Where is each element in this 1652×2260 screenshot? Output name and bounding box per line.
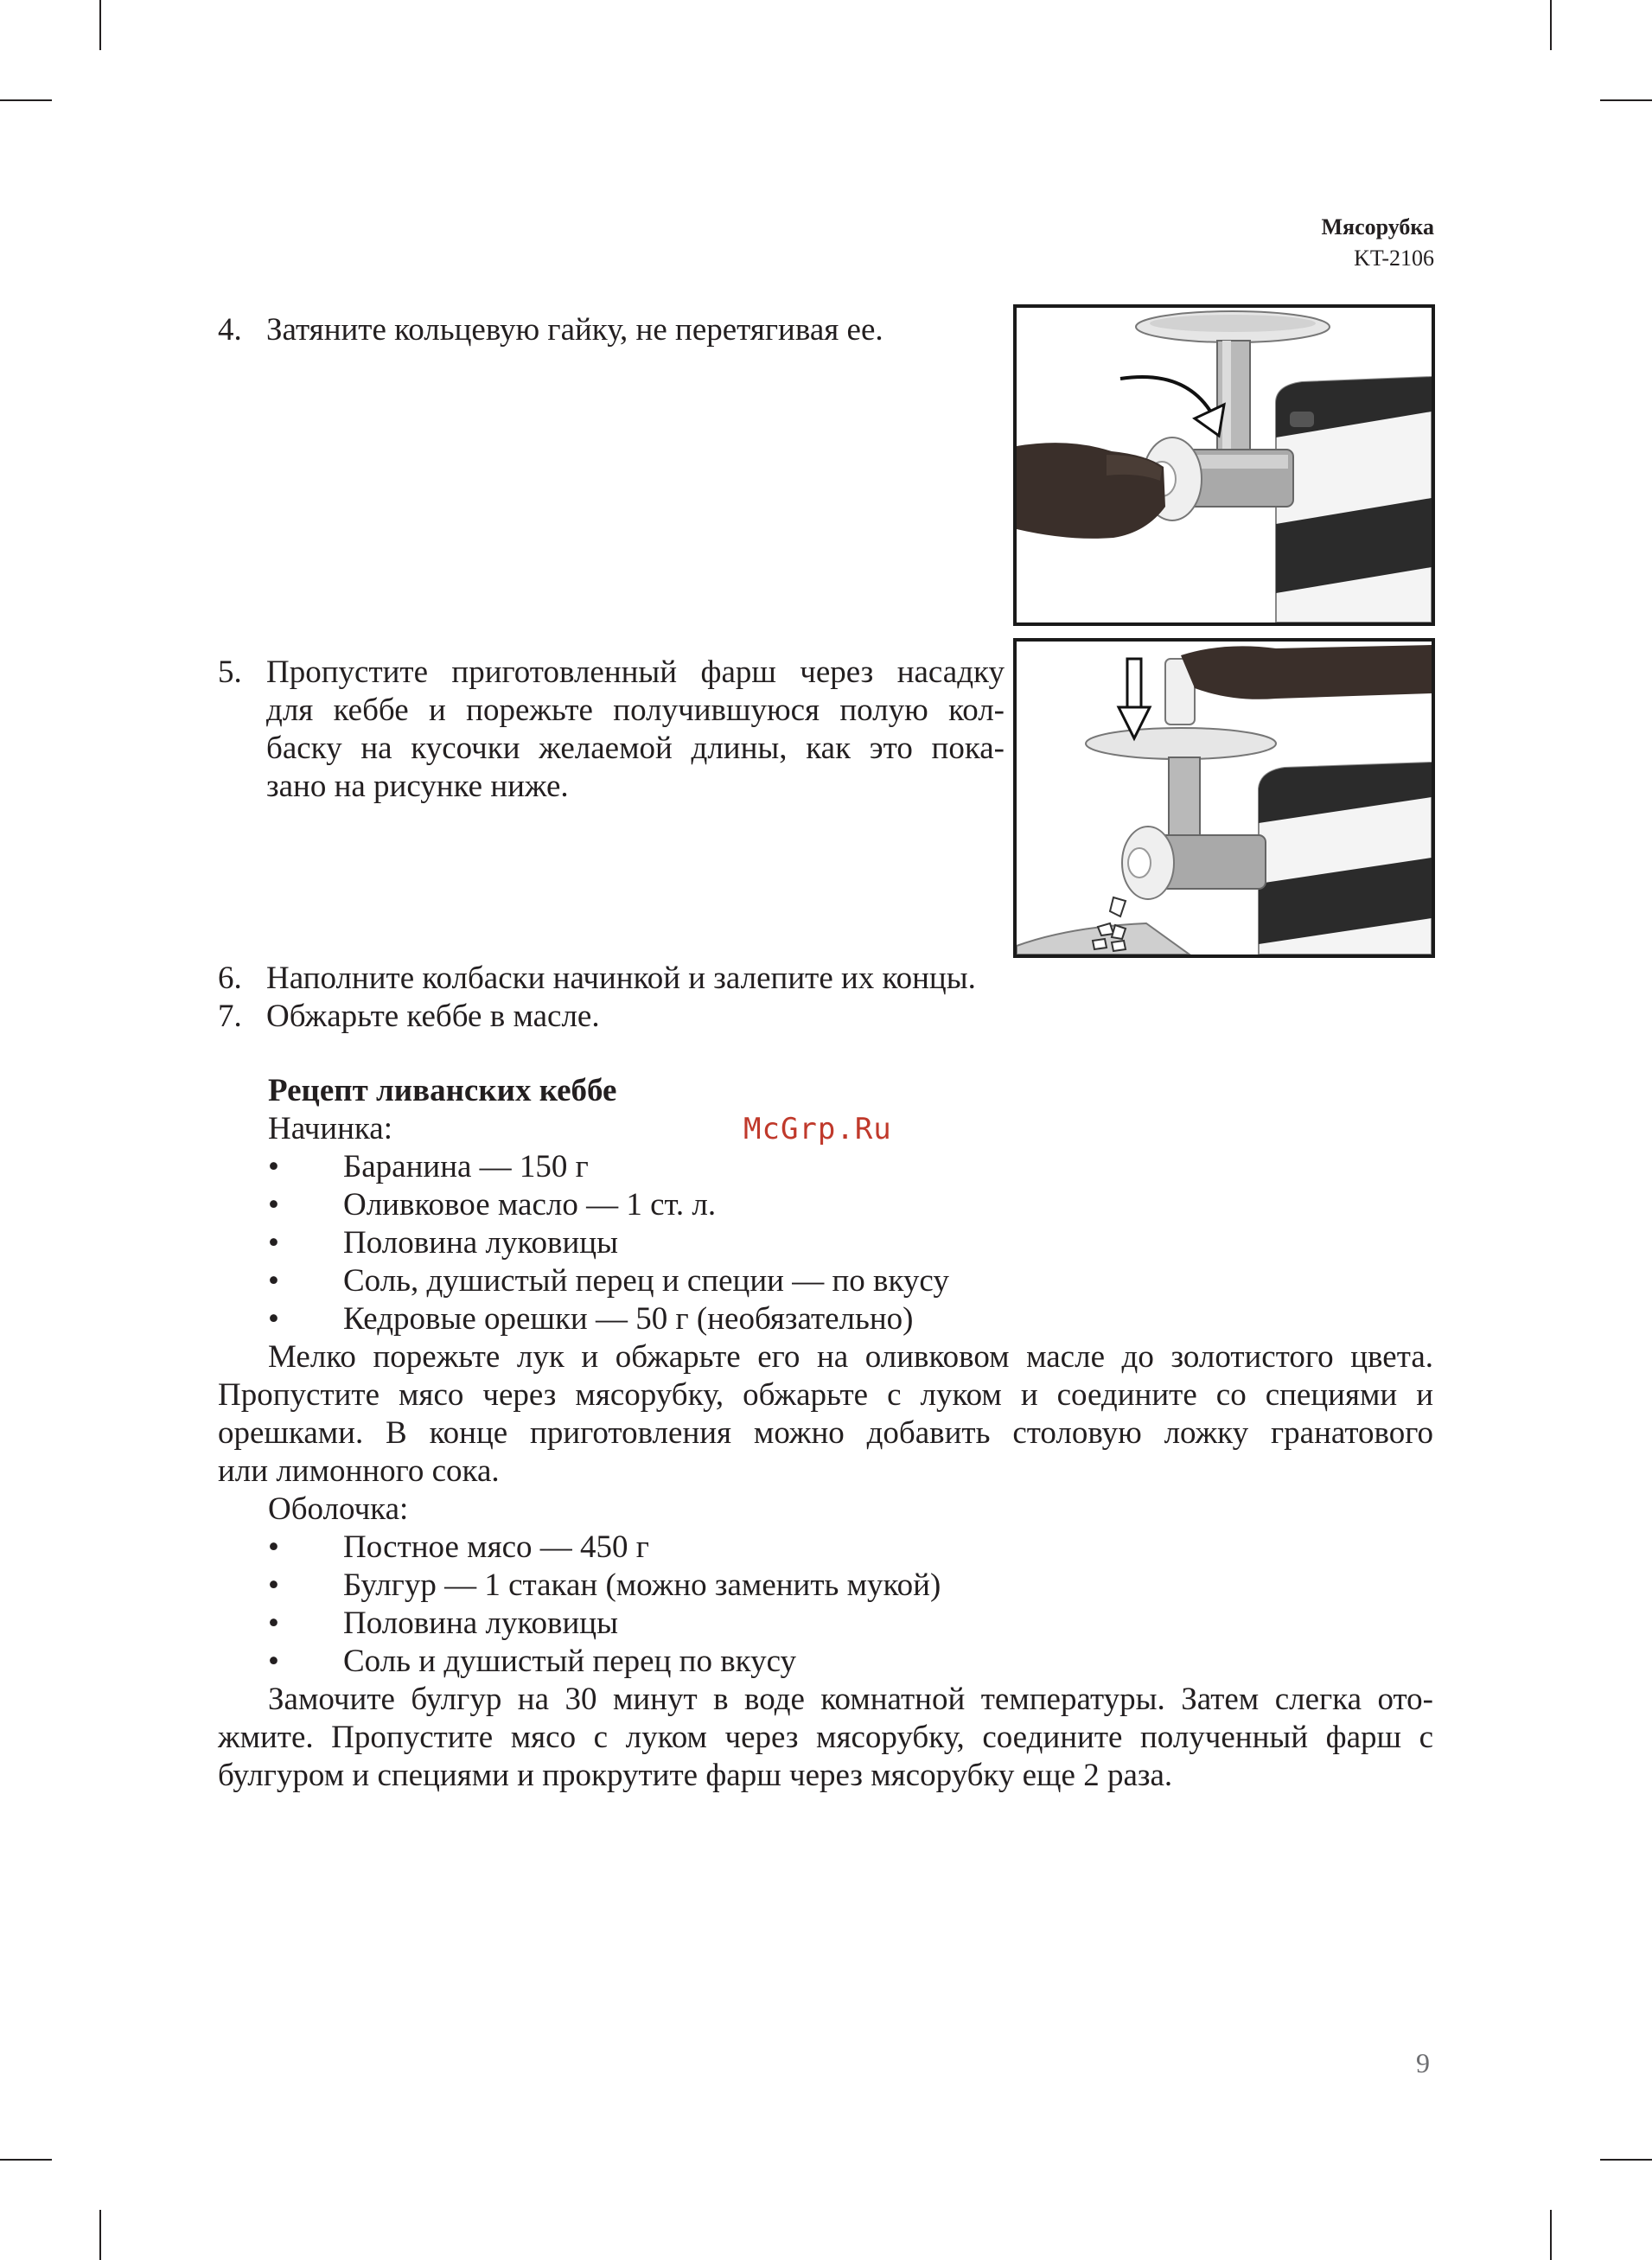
paragraph-line: жмите. Пропустите мясо с луком через мясорубку, соедините полученный фарш с [218, 1720, 1433, 1755]
crop-mark [1600, 2159, 1652, 2161]
crop-mark [1600, 99, 1652, 101]
paragraph-line: или лимонного сока. [218, 1453, 500, 1489]
shell-instructions [218, 1681, 1433, 1795]
step-5 [218, 654, 1005, 806]
step-text-line: баску на кусочки желаемой длины, как это пока- [266, 731, 1005, 766]
crop-mark [99, 2210, 101, 2260]
step-text-line: для кеббе и порежьте получившуюся полую кол- [266, 693, 1005, 728]
crop-mark [0, 99, 52, 101]
list-item-text: Соль и душистый перец по вкусу [343, 1644, 797, 1679]
shell-list [268, 1529, 941, 1681]
header-model: KT-2106 [1354, 246, 1434, 271]
filling-list [268, 1148, 949, 1338]
bullet: • [268, 1149, 279, 1184]
crop-mark [99, 0, 101, 50]
bullet: • [268, 1225, 279, 1261]
paragraph-line: Замочите булгур на 30 минут в воде комнатной температуры. Затем слегка ото- [268, 1682, 1433, 1717]
header-title: Мясорубка [1321, 214, 1434, 239]
list-item-text: Соль, душистый перец и специи — по вкусу [343, 1263, 949, 1299]
paragraph-line: Мелко порежьте лук и обжарьте его на оливковом масле до золотистого цвета. [268, 1339, 1433, 1375]
list-item [268, 1605, 941, 1643]
step-number: 5. [218, 654, 242, 690]
step-text [266, 654, 1005, 806]
bullet: • [268, 1529, 279, 1565]
list-item [268, 1224, 949, 1262]
crop-mark [1550, 2210, 1552, 2260]
step-number: 6. [218, 961, 242, 996]
step-7 [218, 998, 1082, 1036]
list-item [268, 1262, 949, 1300]
list-item-text: Половина луковицы [343, 1606, 618, 1641]
list-item-text: Половина луковицы [343, 1225, 618, 1261]
step-4 [218, 311, 996, 349]
step-text: Затяните кольцевую гайку, не перетягивая ее. [266, 312, 883, 348]
step-number: 4. [218, 312, 242, 348]
bullet: • [268, 1301, 279, 1337]
step-6 [218, 960, 1082, 998]
illustration-kebbe-attachment [1013, 638, 1435, 958]
list-item [268, 1567, 941, 1605]
meat-grinder-illustration [1017, 642, 1432, 954]
list-item-text: Булгур — 1 стакан (можно заменить мукой) [343, 1567, 941, 1603]
list-item-text: Баранина — 150 г [343, 1149, 589, 1184]
filling-instructions [218, 1338, 1433, 1491]
bullet: • [268, 1606, 279, 1641]
bullet: • [268, 1187, 279, 1223]
step-text-line: Пропустите приготовленный фарш через насадку [266, 654, 1005, 690]
list-item [268, 1529, 941, 1567]
illustration-ring-nut [1013, 304, 1435, 626]
list-item-text: Кедровые орешки — 50 г (необязательно) [343, 1301, 914, 1337]
step-text: Наполните колбаски начинкой и залепите их концы. [266, 961, 976, 996]
list-item [268, 1186, 949, 1224]
bullet: • [268, 1263, 279, 1299]
crop-mark [1550, 0, 1552, 50]
recipe-title: Рецепт ливанских кеббе [268, 1073, 617, 1108]
crop-mark [0, 2159, 52, 2161]
page-number: 9 [1416, 2047, 1430, 2078]
step-number: 7. [218, 999, 242, 1034]
meat-grinder-illustration [1017, 308, 1432, 622]
paragraph-line: орешками. В конце приготовления можно добавить столовую ложку гранатового [218, 1415, 1433, 1451]
step-text: Обжарьте кеббе в масле. [266, 999, 600, 1034]
step-text-line: зано на рисунке ниже. [266, 769, 569, 804]
list-item [268, 1300, 949, 1338]
shell-label: Оболочка: [268, 1491, 409, 1527]
bullet: • [268, 1644, 279, 1679]
bullet: • [268, 1567, 279, 1603]
paragraph-line: булгуром и специями и прокрутите фарш через мясорубку еще 2 раза. [218, 1758, 1173, 1793]
filling-label: Начинка: [268, 1111, 392, 1146]
list-item [268, 1148, 949, 1186]
list-item-text: Оливковое масло — 1 ст. л. [343, 1187, 717, 1223]
paragraph-line: Пропустите мясо через мясорубку, обжарьте с луком и соедините со специями и [218, 1377, 1433, 1413]
list-item-text: Постное мясо — 450 г [343, 1529, 649, 1565]
watermark: McGrp.Ru [743, 1112, 892, 1146]
list-item [268, 1643, 941, 1681]
